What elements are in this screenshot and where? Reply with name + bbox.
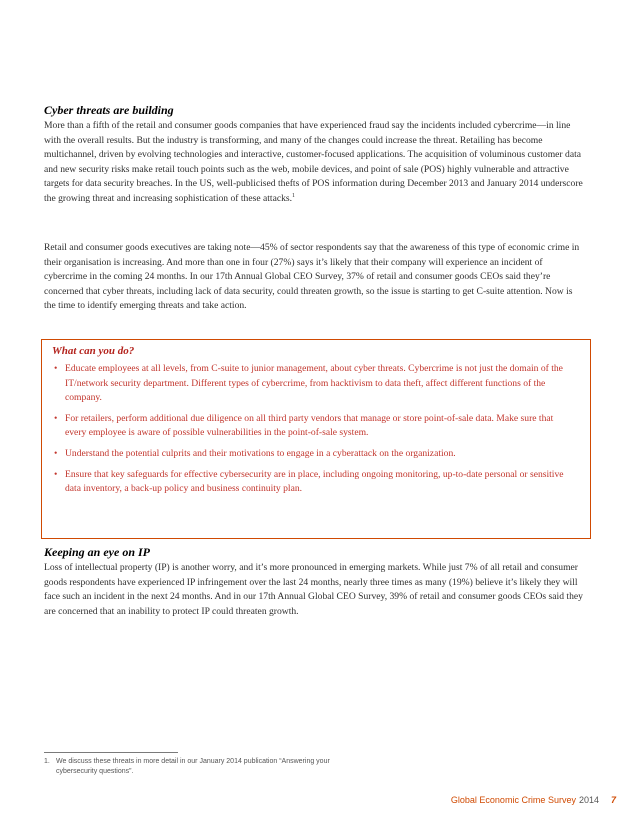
footnote-text: We discuss these threats in more detail in our January 2014 publication “Answering your cybersecurity questions”. — [56, 758, 330, 775]
section-heading-cyber-threats: Cyber threats are building — [44, 103, 174, 117]
section-heading-keeping-eye-on-ip: Keeping an eye on IP — [44, 545, 150, 559]
footnote — [44, 757, 344, 776]
bullet-icon: • — [54, 363, 58, 374]
footer-publication-title: Global Economic Crime Survey — [450, 795, 576, 805]
paragraph-text: More than a fifth of the retail and consumer goods companies that have experienced fraud say the incidents included cybercrime—in line with the overall results. But the industry is transforming, and many of the changes could increase the threat. Retailing has become multichannel, driven by evolving technologies and interactive, customer-focused applications. The acquisition of voluminous customer data and new security risks make retail touch points such as the web, mobile devices, and point of sale (POS) highly vulnerable and attractive targets for data security breaches. In the US, well-publicised thefts of POS information during December 2013 and January 2014 underscore the growing threat and increasing sophistication of these attacks. — [44, 120, 583, 204]
footnote-divider — [44, 752, 178, 753]
list-item — [52, 412, 577, 441]
paragraph-ip: Loss of intellectual property (IP) is another worry, and it’s more pronounced in emerging markets. While just 7% of all retail and consumer goods respondents have experienced IP infringement over the last 24 months, nearly three times as many (19%) believe it’s likely they will face such an incident in the next 24 months. And in our 17th Annual Global CEO Survey, 39% of retail and consumer goods CEOs said they are concerned that an inability to protect IP could threaten growth. — [44, 562, 583, 617]
list-item — [52, 362, 577, 406]
callout-title: What can you do? — [52, 345, 135, 357]
paragraph-cyber-threats-2: Retail and consumer goods executives are taking note—45% of sector respondents say that the awareness of this type of economic crime in their organisation is increasing. And more than one in four (27%) says it’s likely that their company will experience an incident of cybercrime in the coming 24 months. In our 17th Annual Global CEO Survey, 37% of retail and consumer goods CEOs said they’re concerned that cyber threats, including lack of data security, could threaten growth, so the issue is starting to get C-suite attention. Now is the time to identify emerging threats and take action. — [44, 242, 580, 312]
callout-box — [41, 339, 591, 539]
bullet-icon: • — [54, 468, 58, 480]
footnote-number: 1. — [44, 758, 50, 765]
page-number: 7 — [610, 795, 616, 805]
list-item-text: Educate employees at all levels, from C-suite to junior management, about cyber threats. Cybercrime is not just the domain of the IT/network security department. Different types of cybercrime, from hacktivism to data theft, affect different functions of the company. — [65, 363, 563, 404]
list-item-text: For retailers, perform additional due diligence on all third party vendors that manage or store point-of-sale data. Make sure that every employee is aware of possible vulnerabilities in the point-of-sale system. — [65, 412, 554, 439]
page-footer — [451, 794, 616, 806]
paragraph-cyber-threats-1 — [44, 119, 584, 207]
list-item — [52, 447, 577, 462]
callout-bullet-list — [52, 362, 577, 503]
bullet-icon: • — [54, 447, 58, 459]
list-item-text: Ensure that key safeguards for effective cybersecurity are in place, including ongoing monitoring, up-to-date personal or sensitive data inventory, a back-up policy and business continuity plan. — [65, 468, 564, 495]
footer-year: 2014 — [578, 795, 599, 805]
footnote-reference: 1 — [292, 192, 296, 199]
list-item-text: Understand the potential culprits and their motivations to engage in a cyberattack on the organization. — [65, 447, 456, 459]
list-item — [52, 468, 577, 497]
bullet-icon: • — [54, 412, 58, 424]
